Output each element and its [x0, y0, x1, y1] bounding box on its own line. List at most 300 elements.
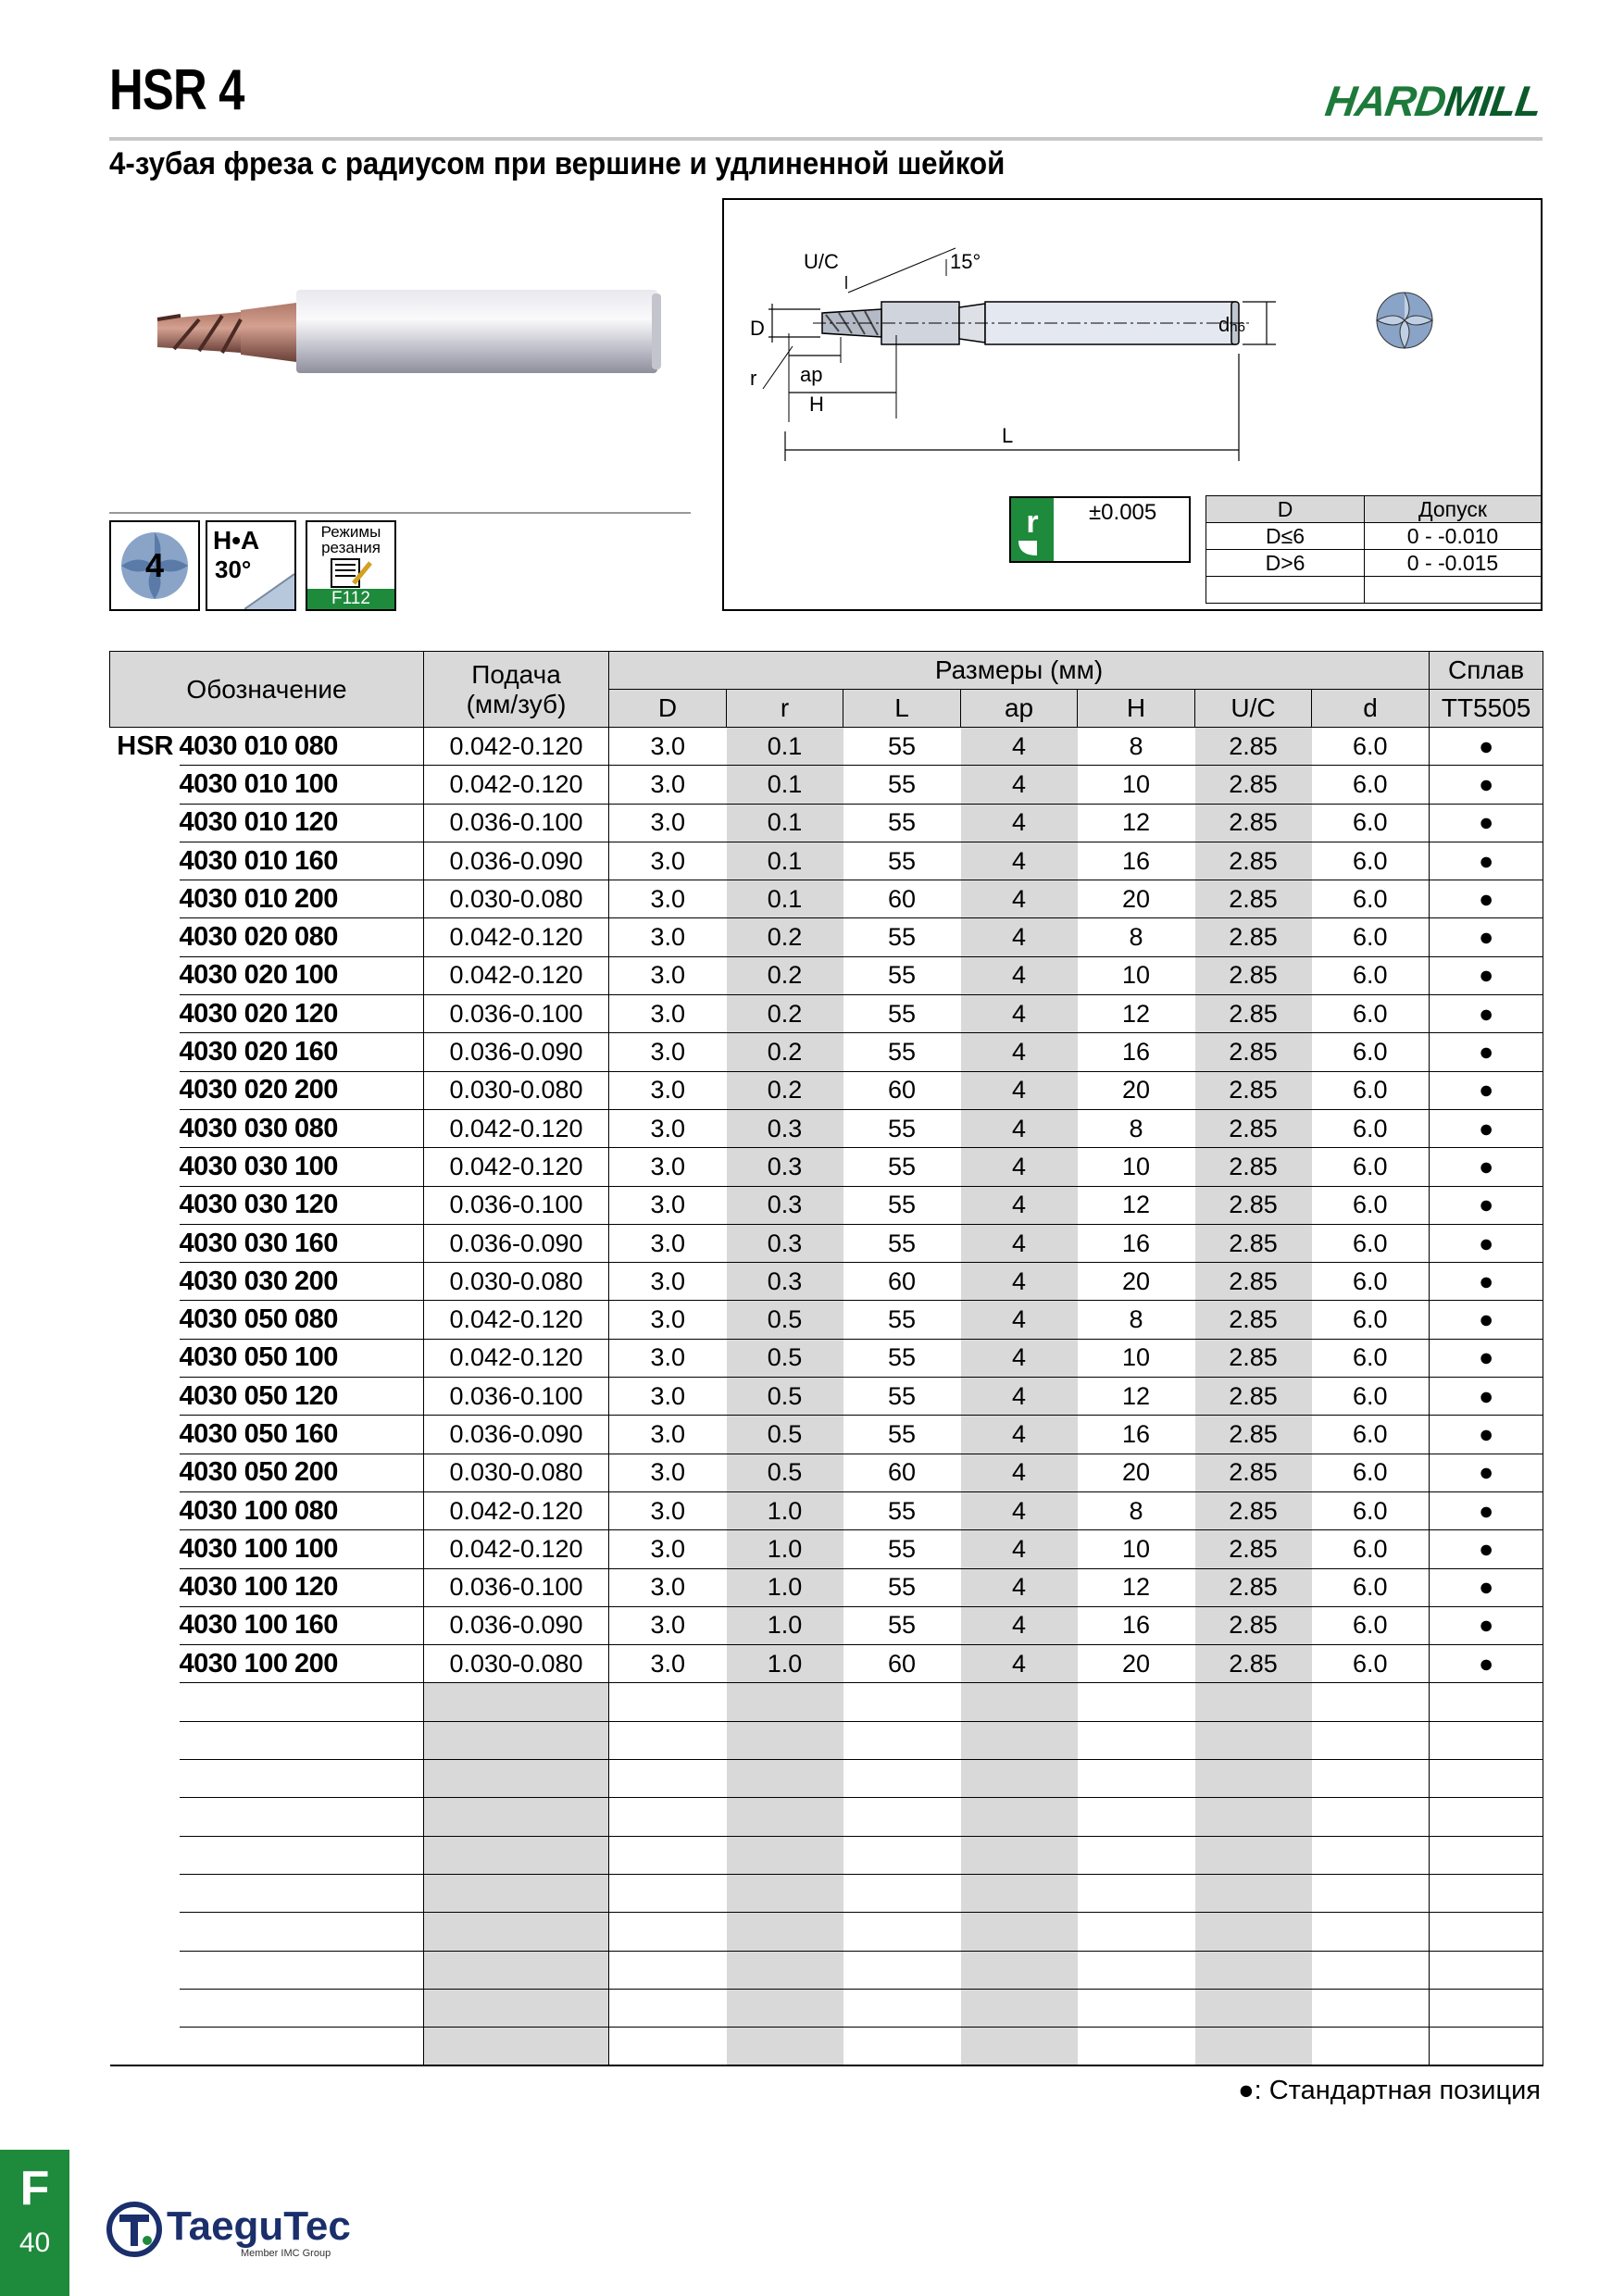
tol-header-tol: Допуск [1365, 496, 1542, 523]
value-cell: 55 [843, 1224, 961, 1262]
value-cell: 55 [843, 1033, 961, 1071]
l-label: L [1002, 424, 1014, 447]
value-cell: 55 [843, 804, 961, 842]
value-cell: 55 [843, 728, 961, 766]
prefix-cell [110, 1721, 180, 1759]
value-cell [1195, 1874, 1312, 1912]
value-cell: 3.0 [609, 766, 727, 804]
prefix-cell [110, 1989, 180, 2027]
prefix-cell [110, 842, 180, 880]
value-cell [843, 1721, 961, 1759]
prefix-cell [110, 1913, 180, 1951]
table-row [110, 1454, 1543, 1491]
value-cell [1430, 1874, 1543, 1912]
value-cell: 0.3 [727, 1109, 843, 1147]
value-cell: 4 [961, 1378, 1078, 1416]
value-cell: 0.3 [727, 1148, 843, 1186]
value-cell: 3.0 [609, 1301, 727, 1339]
value-cell: 2.85 [1195, 918, 1312, 956]
prefix-cell [110, 1224, 180, 1262]
value-cell: 6.0 [1312, 1454, 1430, 1491]
table-row [110, 766, 1543, 804]
value-cell: 10 [1078, 1339, 1195, 1377]
feed-cell [424, 1683, 609, 1721]
value-cell [1078, 2028, 1195, 2065]
value-cell: 2.85 [1195, 766, 1312, 804]
table-row [110, 1836, 1543, 1874]
value-cell: 2.85 [1195, 1224, 1312, 1262]
tol-cell: 0 - -0.010 [1365, 523, 1542, 550]
prefix-cell [110, 1263, 180, 1301]
value-cell: 20 [1078, 1454, 1195, 1491]
value-cell: 0.1 [727, 880, 843, 918]
value-cell: ● [1430, 1606, 1543, 1644]
value-cell [961, 1721, 1078, 1759]
value-cell: 3.0 [609, 1416, 727, 1454]
value-cell [1195, 1836, 1312, 1874]
table-row [110, 1033, 1543, 1071]
value-cell: 2.85 [1195, 1378, 1312, 1416]
d-label: D [750, 317, 765, 340]
feed-cell [424, 1721, 609, 1759]
feed-cell: 0.030-0.080 [424, 1454, 609, 1491]
value-cell: 55 [843, 1301, 961, 1339]
designation-cell: 4030 030 200 [180, 1263, 424, 1301]
value-cell [843, 1951, 961, 1989]
value-cell: 2.85 [1195, 1301, 1312, 1339]
value-cell: 3.0 [609, 1224, 727, 1262]
value-cell: 0.2 [727, 995, 843, 1033]
prefix-cell [110, 1416, 180, 1454]
value-cell: 16 [1078, 1033, 1195, 1071]
value-cell: 6.0 [1312, 1606, 1430, 1644]
value-cell: 4 [961, 1071, 1078, 1109]
value-cell: 3.0 [609, 1454, 727, 1491]
value-cell: 55 [843, 918, 961, 956]
value-cell: 3.0 [609, 956, 727, 994]
value-cell [1312, 1874, 1430, 1912]
value-cell [961, 2028, 1078, 2065]
dh6-sub: h6 [1230, 319, 1245, 335]
value-cell: 60 [843, 1454, 961, 1491]
prefix-cell [110, 1874, 180, 1912]
value-cell: 4 [961, 1263, 1078, 1301]
prefix-cell [110, 1186, 180, 1224]
value-cell [1195, 1951, 1312, 1989]
prefix-cell [110, 918, 180, 956]
value-cell [1078, 1989, 1195, 2027]
table-row [110, 1874, 1543, 1912]
designation-cell: 4030 050 120 [180, 1378, 424, 1416]
value-cell: 55 [843, 1568, 961, 1606]
table-row [110, 1491, 1543, 1529]
value-cell: 8 [1078, 728, 1195, 766]
value-cell: 6.0 [1312, 728, 1430, 766]
value-cell [1430, 1989, 1543, 2027]
value-cell: ● [1430, 1224, 1543, 1262]
value-cell: ● [1430, 1033, 1543, 1071]
col-alloy: Сплав [1430, 652, 1543, 690]
value-cell [1078, 1913, 1195, 1951]
h-label: H [809, 393, 824, 416]
value-cell [1195, 1913, 1312, 1951]
value-cell: 6.0 [1312, 1263, 1430, 1301]
prefix-cell [110, 1951, 180, 1989]
feed-cell: 0.030-0.080 [424, 1071, 609, 1109]
value-cell: ● [1430, 1301, 1543, 1339]
value-cell: 1.0 [727, 1645, 843, 1683]
helix-angle-icon [206, 520, 296, 611]
value-cell: 3.0 [609, 1033, 727, 1071]
value-cell [843, 1989, 961, 2027]
value-cell: 3.0 [609, 1568, 727, 1606]
feed-cell [424, 1951, 609, 1989]
footer-logo: TaeguTec [167, 2203, 351, 2249]
value-cell: 6.0 [1312, 1301, 1430, 1339]
value-cell [1078, 1874, 1195, 1912]
value-cell [1430, 1913, 1543, 1951]
value-cell: 1.0 [727, 1606, 843, 1644]
value-cell: 8 [1078, 1109, 1195, 1147]
table-row [110, 918, 1543, 956]
col-r: r [727, 690, 843, 728]
value-cell: 6.0 [1312, 1109, 1430, 1147]
value-cell [727, 1951, 843, 1989]
prefix-cell [110, 1109, 180, 1147]
value-cell: 3.0 [609, 842, 727, 880]
value-cell: 55 [843, 1378, 961, 1416]
designation-cell [180, 1683, 424, 1721]
value-cell: 2.85 [1195, 956, 1312, 994]
feed-cell: 0.042-0.120 [424, 1148, 609, 1186]
tol-cell: D>6 [1206, 550, 1365, 577]
designation-cell: 4030 100 120 [180, 1568, 424, 1606]
value-cell: 0.1 [727, 766, 843, 804]
value-cell: 4 [961, 956, 1078, 994]
feed-cell: 0.042-0.120 [424, 918, 609, 956]
value-cell: 6.0 [1312, 766, 1430, 804]
prefix-cell [110, 1568, 180, 1606]
value-cell: 0.5 [727, 1339, 843, 1377]
value-cell [1430, 1760, 1543, 1798]
value-cell: 6.0 [1312, 1339, 1430, 1377]
value-cell [1195, 1683, 1312, 1721]
helix-label: H•A [213, 526, 260, 555]
value-cell [961, 1913, 1078, 1951]
value-cell: 60 [843, 1645, 961, 1683]
table-row [110, 1683, 1543, 1721]
value-cell: 55 [843, 1186, 961, 1224]
designation-cell: 4030 010 200 [180, 880, 424, 918]
value-cell [727, 1798, 843, 1836]
value-cell [1078, 1760, 1195, 1798]
value-cell: 2.85 [1195, 1568, 1312, 1606]
value-cell: 55 [843, 1148, 961, 1186]
value-cell [1312, 1913, 1430, 1951]
feed-cell [424, 1989, 609, 2027]
value-cell: 4 [961, 880, 1078, 918]
cond-ref: F112 [307, 589, 394, 609]
value-cell [1430, 1683, 1543, 1721]
feed-cell [424, 1836, 609, 1874]
tol-cell [1365, 577, 1542, 604]
value-cell [843, 1683, 961, 1721]
value-cell: 2.85 [1195, 1263, 1312, 1301]
value-cell: 20 [1078, 1263, 1195, 1301]
prefix-cell [110, 1836, 180, 1874]
value-cell: 8 [1078, 918, 1195, 956]
value-cell: 55 [843, 1416, 961, 1454]
designation-cell: 4030 020 100 [180, 956, 424, 994]
value-cell [609, 2028, 727, 2065]
value-cell: 0.5 [727, 1416, 843, 1454]
value-cell: 3.0 [609, 995, 727, 1033]
prefix-cell [110, 995, 180, 1033]
value-cell: 6.0 [1312, 842, 1430, 880]
table-row [110, 1989, 1543, 2027]
prefix-cell [110, 766, 180, 804]
feed-cell: 0.030-0.080 [424, 880, 609, 918]
value-cell: 55 [843, 1339, 961, 1377]
value-cell: 4 [961, 804, 1078, 842]
value-cell: 16 [1078, 1606, 1195, 1644]
value-cell [609, 1836, 727, 1874]
value-cell: 6.0 [1312, 1568, 1430, 1606]
series-prefix: HSR [117, 730, 174, 761]
feed-cell: 0.042-0.120 [424, 956, 609, 994]
value-cell: 2.85 [1195, 1645, 1312, 1683]
value-cell [961, 1951, 1078, 1989]
header-divider [109, 137, 1543, 141]
value-cell: 1.0 [727, 1491, 843, 1529]
value-cell: 20 [1078, 1071, 1195, 1109]
designation-cell: 4030 010 080 [180, 728, 424, 766]
value-cell: 4 [961, 728, 1078, 766]
feed-cell: 0.036-0.090 [424, 1416, 609, 1454]
table-row [110, 804, 1543, 842]
value-cell [609, 1683, 727, 1721]
designation-cell: 4030 100 100 [180, 1530, 424, 1568]
value-cell: 4 [961, 1186, 1078, 1224]
value-cell: 3.0 [609, 804, 727, 842]
prefix-cell [110, 1798, 180, 1836]
value-cell [609, 1989, 727, 2027]
feed-cell [424, 1913, 609, 1951]
value-cell: 3.0 [609, 1606, 727, 1644]
radius-symbol: r [1011, 498, 1054, 561]
feed-cell [424, 1798, 609, 1836]
value-cell: 12 [1078, 804, 1195, 842]
table-row [110, 1378, 1543, 1416]
value-cell: ● [1430, 918, 1543, 956]
page-subtitle: 4-зубая фреза с радиусом при вершине и удлиненной шейкой [109, 146, 1006, 181]
designation-cell: 4030 020 160 [180, 1033, 424, 1071]
feed-cell: 0.042-0.120 [424, 1491, 609, 1529]
value-cell: 6.0 [1312, 1530, 1430, 1568]
value-cell: 4 [961, 1416, 1078, 1454]
value-cell: 2.85 [1195, 995, 1312, 1033]
feed-cell: 0.036-0.090 [424, 1224, 609, 1262]
value-cell [1312, 1798, 1430, 1836]
value-cell: 1.0 [727, 1568, 843, 1606]
value-cell: 16 [1078, 1224, 1195, 1262]
prefix-cell [110, 1760, 180, 1798]
prefix-cell [110, 1491, 180, 1529]
value-cell: 2.85 [1195, 1530, 1312, 1568]
page-title: HSR 4 [109, 58, 244, 122]
feed-cell: 0.042-0.120 [424, 766, 609, 804]
value-cell: 4 [961, 1568, 1078, 1606]
value-cell: 6.0 [1312, 1378, 1430, 1416]
col-h: H [1078, 690, 1195, 728]
table-row [110, 1071, 1543, 1109]
value-cell: 4 [961, 1109, 1078, 1147]
value-cell: 3.0 [609, 918, 727, 956]
prefix-cell [110, 1339, 180, 1377]
value-cell: 4 [961, 1339, 1078, 1377]
designation-cell: 4030 100 200 [180, 1645, 424, 1683]
prefix-cell [110, 1301, 180, 1339]
col-uc: U/C [1195, 690, 1312, 728]
value-cell: 0.2 [727, 1071, 843, 1109]
col-designation: Обозначение [110, 652, 424, 728]
table-row [110, 1645, 1543, 1683]
taegutec-logo-icon [106, 2202, 162, 2257]
value-cell [1078, 1798, 1195, 1836]
value-cell: 16 [1078, 1416, 1195, 1454]
value-cell: 4 [961, 995, 1078, 1033]
designation-cell [180, 1951, 424, 1989]
designation-cell [180, 1989, 424, 2027]
designation-cell: 4030 010 160 [180, 842, 424, 880]
value-cell [1312, 1683, 1430, 1721]
feed-cell [424, 1760, 609, 1798]
value-cell: 55 [843, 1606, 961, 1644]
feed-cell: 0.036-0.090 [424, 1033, 609, 1071]
value-cell: 4 [961, 1454, 1078, 1491]
value-cell: 0.5 [727, 1454, 843, 1491]
value-cell: 2.85 [1195, 1491, 1312, 1529]
value-cell: 0.1 [727, 842, 843, 880]
value-cell [1195, 1721, 1312, 1759]
feed-cell: 0.036-0.090 [424, 1606, 609, 1644]
flute-count: 4 [144, 546, 165, 584]
feed-cell: 0.030-0.080 [424, 1645, 609, 1683]
value-cell: 20 [1078, 1645, 1195, 1683]
tol-row [1206, 577, 1542, 604]
value-cell: 6.0 [1312, 1148, 1430, 1186]
value-cell: 1.0 [727, 1530, 843, 1568]
designation-cell: 4030 020 120 [180, 995, 424, 1033]
value-cell: ● [1430, 728, 1543, 766]
table-row [110, 1951, 1543, 1989]
flute-count-icon [109, 520, 200, 611]
value-cell: 55 [843, 995, 961, 1033]
section-tab [0, 2150, 69, 2296]
prefix-cell [110, 1378, 180, 1416]
designation-cell: 4030 020 080 [180, 918, 424, 956]
prefix-cell [110, 1148, 180, 1186]
value-cell: 4 [961, 1606, 1078, 1644]
footer-logo-sub: Member IMC Group [241, 2248, 331, 2259]
hardmill-logo [1322, 76, 1544, 126]
designation-cell: 4030 030 100 [180, 1148, 424, 1186]
value-cell: 55 [843, 1109, 961, 1147]
designation-cell [180, 1798, 424, 1836]
value-cell [843, 1836, 961, 1874]
value-cell: ● [1430, 1378, 1543, 1416]
table-row [110, 995, 1543, 1033]
value-cell: 60 [843, 1263, 961, 1301]
value-cell: ● [1430, 1568, 1543, 1606]
ap-label: ap [800, 363, 823, 386]
value-cell: 2.85 [1195, 1416, 1312, 1454]
value-cell: 8 [1078, 1301, 1195, 1339]
value-cell: 8 [1078, 1491, 1195, 1529]
value-cell: 0.1 [727, 804, 843, 842]
value-cell: 12 [1078, 1568, 1195, 1606]
value-cell: 55 [843, 842, 961, 880]
value-cell [609, 1798, 727, 1836]
cutting-conditions-icon[interactable] [306, 520, 396, 611]
value-cell: 3.0 [609, 1645, 727, 1683]
prefix-cell [110, 1606, 180, 1644]
value-cell [1312, 1836, 1430, 1874]
value-cell: ● [1430, 1454, 1543, 1491]
value-cell: 55 [843, 766, 961, 804]
value-cell: ● [1430, 1416, 1543, 1454]
logo-part1: HARD [1322, 77, 1449, 125]
prefix-cell [110, 1454, 180, 1491]
value-cell: 3.0 [609, 1263, 727, 1301]
value-cell: 3.0 [609, 1071, 727, 1109]
value-cell [961, 1989, 1078, 2027]
value-cell [727, 1913, 843, 1951]
legend: ●: Стандартная позиция [1238, 2076, 1541, 2105]
value-cell: 0.2 [727, 1033, 843, 1071]
value-cell: ● [1430, 1186, 1543, 1224]
value-cell [843, 1760, 961, 1798]
value-cell: 3.0 [609, 728, 727, 766]
end-mill-photo [148, 282, 667, 380]
logo-part2: MILL [1442, 77, 1544, 125]
value-cell [1312, 1760, 1430, 1798]
page-number: 40 [19, 2227, 51, 2258]
value-cell [609, 1951, 727, 1989]
tol-row [1206, 550, 1542, 577]
value-cell: ● [1430, 1645, 1543, 1683]
value-cell [961, 1798, 1078, 1836]
prefix-cell [110, 1645, 180, 1683]
designation-cell [180, 1836, 424, 1874]
value-cell: ● [1430, 1491, 1543, 1529]
value-cell: 3.0 [609, 880, 727, 918]
designation-cell: 4030 020 200 [180, 1071, 424, 1109]
prefix-cell [110, 804, 180, 842]
table-row [110, 1186, 1543, 1224]
value-cell [843, 1798, 961, 1836]
designation-cell: 4030 050 160 [180, 1416, 424, 1454]
value-cell: 0.3 [727, 1263, 843, 1301]
table-row [110, 1339, 1543, 1377]
table-row [110, 842, 1543, 880]
feed-cell: 0.036-0.100 [424, 1378, 609, 1416]
value-cell: 6.0 [1312, 918, 1430, 956]
value-cell: 4 [961, 1491, 1078, 1529]
angle-label: 15° [950, 250, 981, 273]
value-cell: ● [1430, 956, 1543, 994]
value-cell: 6.0 [1312, 1071, 1430, 1109]
